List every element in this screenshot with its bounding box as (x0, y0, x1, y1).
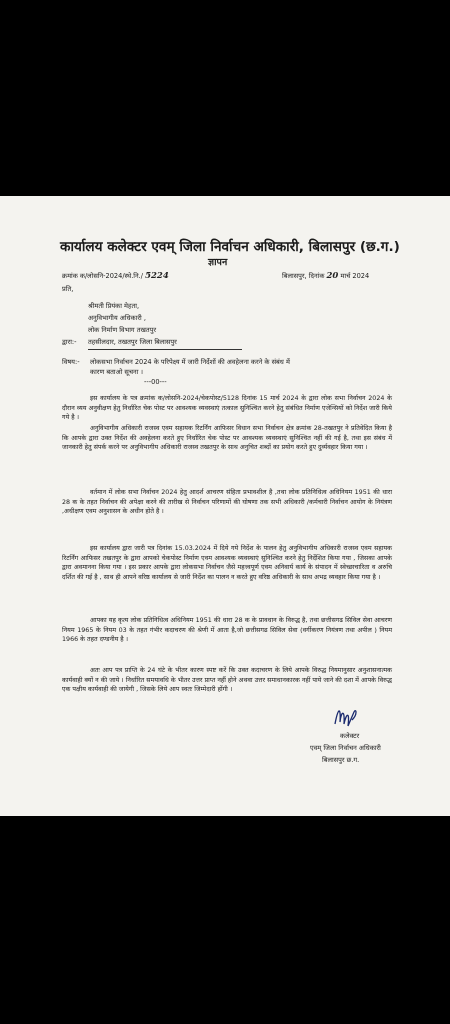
office-title: कार्यालय कलेक्टर एवम् जिला निर्वाचन अधिकारी, बिलासपुर (छ.ग.) (60, 239, 400, 255)
document-page (0, 196, 450, 816)
reference-number (62, 272, 169, 281)
paragraph-1: इस कार्यालय के पत्र क्रमांक क/लोसनि-2024/चेकपोस्ट/5128 दिनांक 15 मार्च 2024 के द्वारा लोक सभा निर्वाचन 2024 के दौरान व्यय अनुवीक्षण हेतु निर्धारित चेक पोस्ट पर आवश्यक व्यवस्थाएं तत्काल सुनिश्चित करने हेतु संबंधित निर्माण एजेन्सियों को निर्देश जारी किये गये है । (62, 395, 392, 422)
memo-heading: ज्ञापन (208, 257, 228, 268)
prati-label: प्रति, (62, 285, 74, 293)
signature-designation-3: बिलासपुर छ.ग. (322, 756, 360, 764)
via-label: द्वारा:- (62, 338, 77, 346)
paragraph-3: वर्तमान में लोक सभा निर्वाचन 2024 हेतु आदर्श आचरण संहिता प्रभावशील है ,तथा लोक प्रतिनिधित्व अधिनियम 1951 की धारा 28 क के तहत निर्वाचन की अपेक्षा करने की तारीख से निर्वाचन परिणामों की घोषणा तक सभी अधिकारी /कर्मचारी निर्वाचन आयोग के नियंत्रण ,अधीक्षण एवम अनुशासन के अधीन होते है । (62, 489, 392, 516)
letter-date (282, 272, 369, 281)
recipient-department: लोक निर्माण विभाग तखतपुर (88, 326, 157, 334)
subject-separator: ---00--- (144, 378, 167, 386)
reference-prefix: क्रमांक क/लोसनि-2024/स्थे.नि./ (62, 272, 143, 280)
subject-line-1: लोकसभा निर्वाचन 2024 के परिपेक्ष्य में जारी निर्देशों की अवहेलना करने के संबंध में (90, 358, 290, 366)
recipient-name: श्रीमती प्रियंका मेहता, (88, 302, 140, 310)
paragraph-4: इस कार्यालय द्वारा जारी पत्र दिनांक 15.03.2024 में दिये गये निर्देश के पालन हेतु अनुविभागीय अधिकारी राजस्व एवम सहायक रिटर्निंग आफिसर तखतपुर के द्वारा आपको चेकपोस्ट निर्माण एवम आवश्यक व्यवस्थाएं सुनिश्चित करने हेतु निर्देशित किया गया , जिसका आपके द्वारा अवमानना किया गया । इस प्रकार आपके द्वारा लोकसभा निर्वाचन जैसे महत्त्वपूर्ण एवम अनिवार्य कार्य के संपादन में स्वेच्छाचारिता व अरुचि दर्शित की गई है , साथ ही आपने वरिष्ठ कार्यालय से जारी निर्देश का पालन न करते हुए वरिष्ठ अधिकारी के साथ अभद्र व्यवहार किया गया है । (62, 545, 392, 581)
paragraph-5: आपका यह कृत्य लोक प्रतिनिधित्व अधिनियम 1951 की धारा 28 क के प्रावधान के विरुद्ध है, तथा छत्तीसगढ सिविल सेवा आचरण नियम 1965 के नियम 03 के तहत गंभीर कदाचरण की श्रेणी में आता है,जो छत्तीसगढ सिविल सेवा (वर्गीकरण नियंत्रण तथा अपील ) नियम 1966 के तहत दण्डनीय है । (62, 617, 392, 644)
reference-handwritten-number: 5224 (145, 271, 169, 281)
via-office: तहसीलदार, तखतपुर जिला बिलासपुर (88, 338, 177, 346)
collector-signature-icon (332, 704, 360, 730)
signature-designation-1: कलेक्टर (340, 732, 360, 740)
via-underline (88, 349, 242, 350)
signature-designation-2: एवम् जिला निर्वाचन अधिकारी (310, 744, 381, 752)
paragraph-2: अनुविभागीय अधिकारी राजस्व एवम सहायक रिटर्निंग आफिसर विधान सभा निर्वाचन क्षेत्र क्रमांक 28-तखतपुर ने प्रतिवेदित किया है कि आपके द्वारा उक्त निर्देश की अवहेलना करते हुए निर्धारित चेक पोस्ट पर आवश्यक व्यवस्थाएं सुनिश्चित नहीं की गई है, तथा इस संबंध में जानकारी हेतु संपर्क करने पर अनुविभागीय अधिकारी राजस्व तखतपुर के साथ अनुचित शब्दों का प्रयोग करते हुए दुर्व्यवहार किया गया । (62, 425, 392, 452)
date-prefix: बिलासपुर, दिनांक (282, 272, 325, 280)
date-suffix: मार्च 2024 (340, 272, 370, 280)
paragraph-6: अतः आप पत्र प्राप्ति के 24 घंटे के भीतर कारण स्पष्ट करें कि उक्त कदाचरण के लिये आपके विरुद्ध नियमानुसार अनुशासनात्मक कार्यवाही क्यों न की जाये । निर्धारित समयावधि के भीतर उत्तर प्राप्त नहीं होने अथवा उत्तर समाधानकारक नहीं पाये जाने की दशा में आपके विरुद्ध एक पक्षीय कार्यवाही की जायेगी , जिसके लिये आप स्वतः जिम्मेदारी होंगी । (62, 667, 392, 694)
date-handwritten-day: 20 (326, 271, 339, 281)
recipient-designation: अनुविभागीय अधिकारी , (88, 314, 146, 322)
subject-label: विषय:- (62, 358, 80, 366)
subject-line-2: कारण बताओ सूचना । (90, 368, 144, 376)
